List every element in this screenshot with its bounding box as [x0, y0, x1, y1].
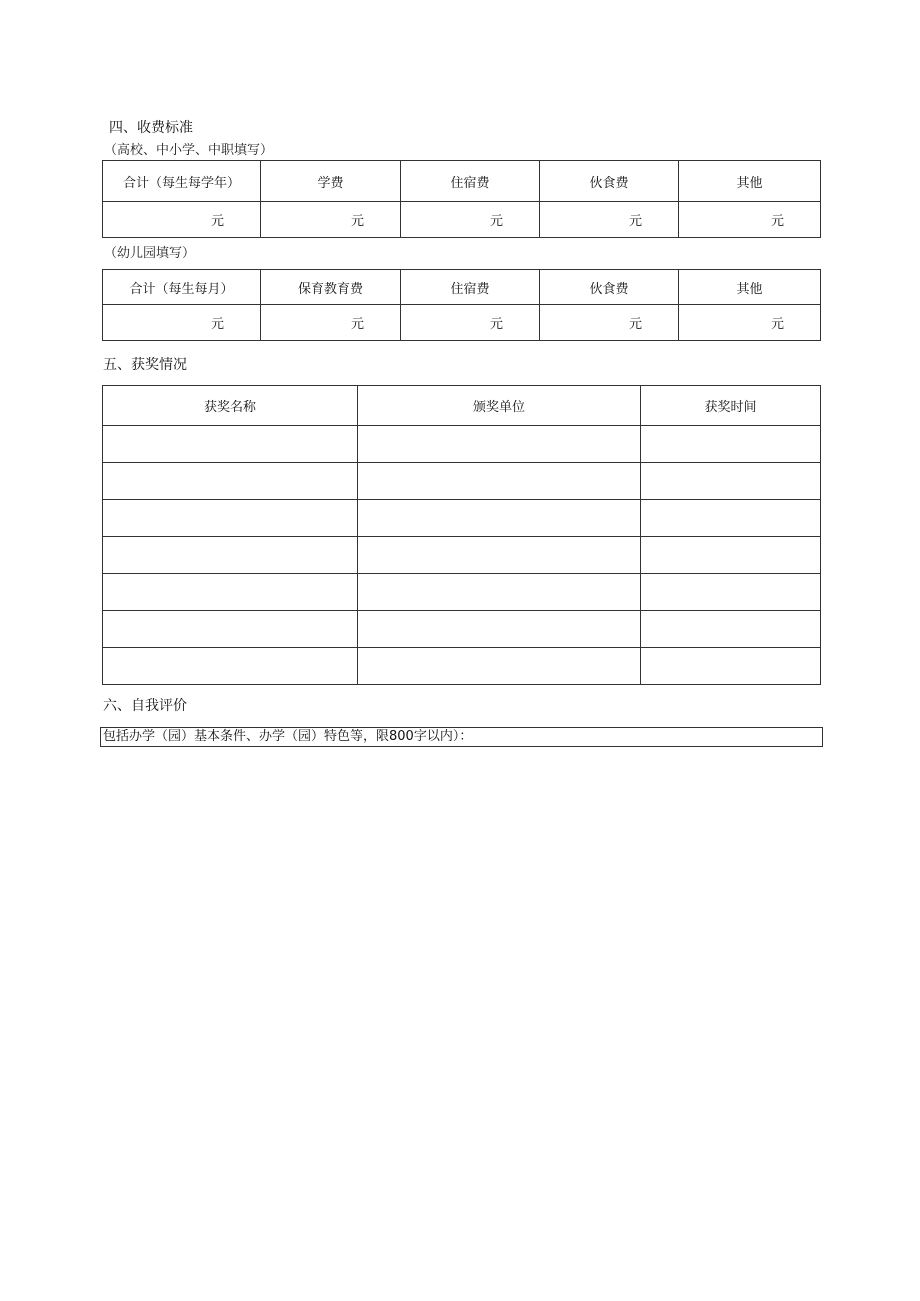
meals-fee-cell[interactable]	[540, 202, 679, 238]
fee-table-input-row	[103, 305, 821, 341]
header-other: 其他	[679, 161, 821, 202]
meals-fee-cell[interactable]	[540, 305, 679, 341]
fee-table-input-row	[103, 202, 821, 238]
other-fee-cell[interactable]	[679, 305, 821, 341]
fee-table-header-row	[103, 270, 821, 305]
awards-row	[103, 426, 821, 463]
awarding-body-cell[interactable]	[358, 500, 641, 537]
award-date-cell[interactable]	[641, 648, 821, 685]
tuition-fee-cell[interactable]	[261, 202, 401, 238]
awarding-body-cell[interactable]	[358, 648, 641, 685]
self-evaluation-field[interactable]	[100, 727, 823, 747]
header-total-per-year: 合计（每生每学年）	[103, 161, 261, 202]
unit-label: 元	[489, 317, 503, 332]
awarding-body-cell[interactable]	[358, 463, 641, 500]
self-evaluation-instruction: 包括办学（园）基本条件、办学（园）特色等，限800字以内）：	[103, 729, 473, 744]
unit-label: 元	[770, 317, 784, 332]
total-fee-cell[interactable]	[103, 202, 261, 238]
header-tuition: 学费	[261, 161, 401, 202]
awarding-body-cell[interactable]	[358, 426, 641, 463]
section-four-title: 四、收费标准	[109, 120, 193, 136]
award-name-cell[interactable]	[103, 537, 358, 574]
unit-label: 元	[210, 214, 224, 229]
unit-label: 元	[770, 214, 784, 229]
award-date-cell[interactable]	[641, 574, 821, 611]
award-name-cell[interactable]	[103, 426, 358, 463]
unit-label: 元	[210, 317, 224, 332]
header-accommodation: 住宿费	[401, 270, 540, 305]
fee-table-header-row	[103, 161, 821, 202]
childcare-fee-cell[interactable]	[261, 305, 401, 341]
awards-row	[103, 463, 821, 500]
award-name-cell[interactable]	[103, 463, 358, 500]
awards-table	[102, 385, 821, 685]
other-fee-cell[interactable]	[679, 202, 821, 238]
awards-header-row	[103, 386, 821, 426]
awarding-body-cell[interactable]	[358, 611, 641, 648]
unit-label: 元	[628, 214, 642, 229]
header-award-name: 获奖名称	[103, 386, 358, 426]
unit-label: 元	[350, 317, 364, 332]
unit-label: 元	[628, 317, 642, 332]
award-name-cell[interactable]	[103, 611, 358, 648]
awards-row	[103, 537, 821, 574]
award-date-cell[interactable]	[641, 500, 821, 537]
accommodation-fee-cell[interactable]	[401, 305, 540, 341]
fee-table-kindergarten	[102, 269, 821, 341]
award-name-cell[interactable]	[103, 648, 358, 685]
award-date-cell[interactable]	[641, 537, 821, 574]
fee-table-two-note: （幼儿园填写）	[104, 246, 196, 261]
fee-table-one-note: （高校、中小学、中职填写）	[104, 143, 274, 158]
header-meals: 伙食费	[540, 270, 679, 305]
fee-table-school	[102, 160, 821, 238]
header-award-date: 获奖时间	[641, 386, 821, 426]
unit-label: 元	[489, 214, 503, 229]
header-total-per-month: 合计（每生每月）	[103, 270, 261, 305]
awards-row	[103, 500, 821, 537]
awards-row	[103, 574, 821, 611]
award-date-cell[interactable]	[641, 463, 821, 500]
award-name-cell[interactable]	[103, 500, 358, 537]
awarding-body-cell[interactable]	[358, 537, 641, 574]
header-other: 其他	[679, 270, 821, 305]
section-five-title: 五、获奖情况	[103, 357, 187, 373]
awards-row	[103, 648, 821, 685]
award-name-cell[interactable]	[103, 574, 358, 611]
award-date-cell[interactable]	[641, 426, 821, 463]
unit-label: 元	[350, 214, 364, 229]
accommodation-fee-cell[interactable]	[401, 202, 540, 238]
header-accommodation: 住宿费	[401, 161, 540, 202]
section-six-title: 六、自我评价	[103, 698, 187, 714]
awarding-body-cell[interactable]	[358, 574, 641, 611]
header-childcare-education: 保育教育费	[261, 270, 401, 305]
total-fee-cell[interactable]	[103, 305, 261, 341]
award-date-cell[interactable]	[641, 611, 821, 648]
awards-row	[103, 611, 821, 648]
header-awarding-body: 颁奖单位	[358, 386, 641, 426]
header-meals: 伙食费	[540, 161, 679, 202]
